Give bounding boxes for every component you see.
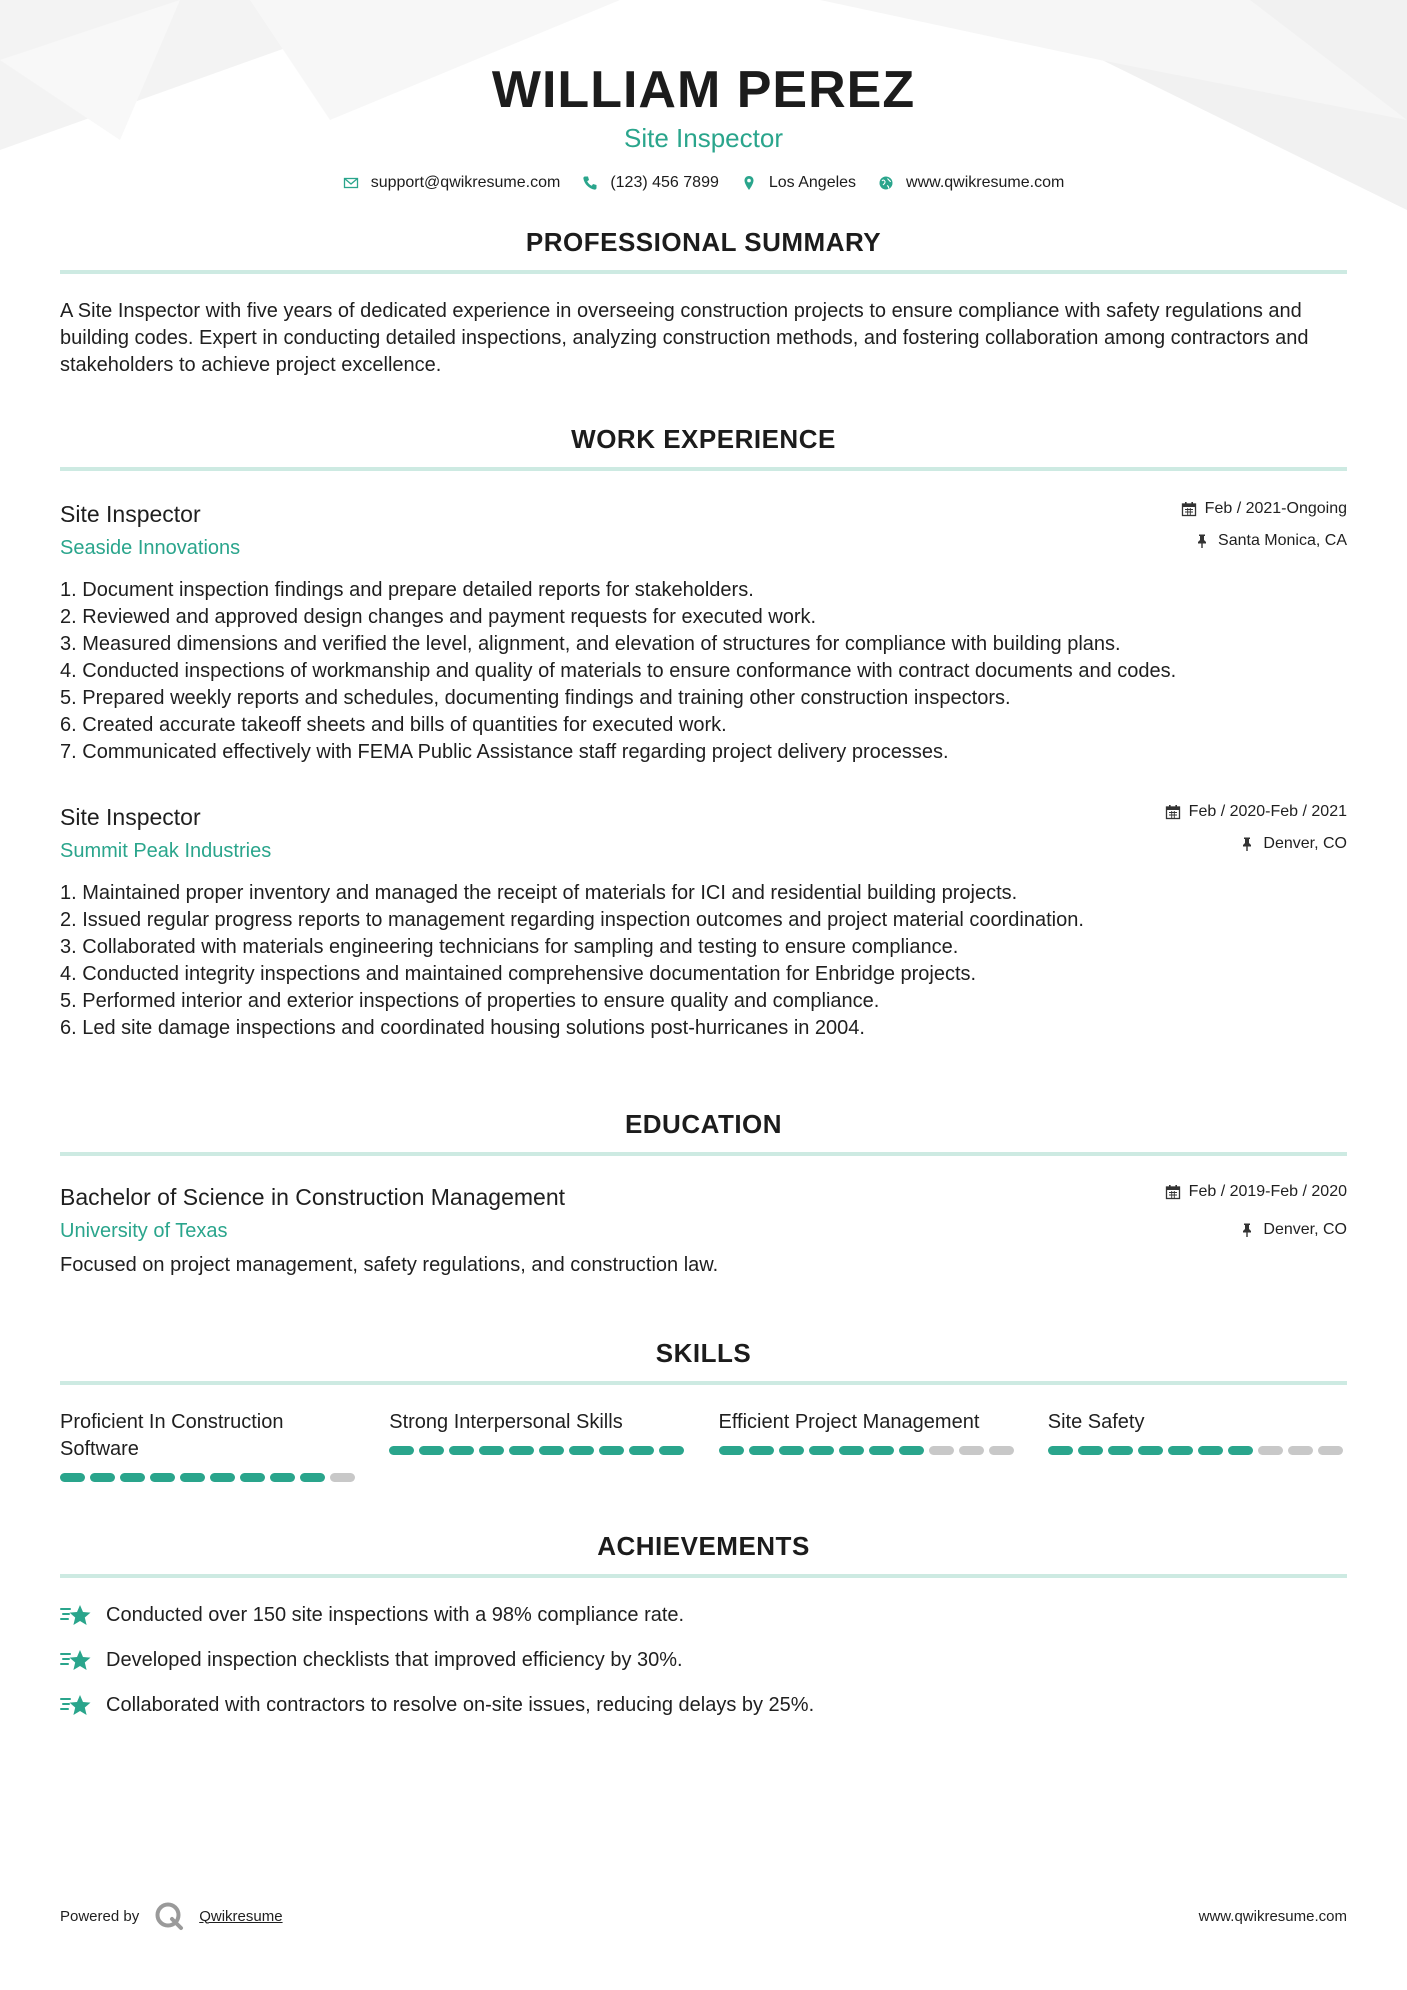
skill-segment-empty bbox=[1318, 1446, 1343, 1455]
job-duties-list bbox=[60, 577, 1347, 766]
skill-segment-filled bbox=[270, 1473, 295, 1482]
list-item: Issued regular progress reports to management regarding inspection outcomes and project material coordination. bbox=[82, 909, 1084, 931]
skill-segment-filled bbox=[389, 1446, 414, 1455]
list-item: Reviewed and approved design changes and payment requests for executed work. bbox=[82, 606, 817, 628]
skill-segment-empty bbox=[330, 1473, 355, 1482]
skill-segment-filled bbox=[569, 1446, 594, 1455]
skill-name: Site Safety bbox=[1047, 1411, 1145, 1433]
contact-location bbox=[741, 174, 856, 192]
skill-segment-filled bbox=[120, 1473, 145, 1482]
skill-segment-filled bbox=[240, 1473, 265, 1482]
contact-phone[interactable] bbox=[582, 174, 719, 192]
list-item: Created accurate takeoff sheets and bills of quantities for executed work. bbox=[82, 714, 727, 736]
skills-section bbox=[60, 1337, 1347, 1482]
phone-text: (123) 456 7899 bbox=[610, 174, 719, 191]
list-item: Maintained proper inventory and managed the receipt of materials for ICI and residential building projects. bbox=[82, 882, 1018, 904]
job-meta bbox=[1165, 802, 1347, 854]
shooting-star-icon bbox=[60, 1648, 92, 1674]
achievements-heading: ACHIEVEMENTS bbox=[60, 1530, 1347, 1578]
footer bbox=[60, 1900, 1347, 1932]
skill-segment-filled bbox=[419, 1446, 444, 1455]
list-item: Conducted inspections of workmanship and quality of materials to ensure conformance with contract documents and codes. bbox=[82, 660, 1177, 682]
job-entry bbox=[60, 499, 1347, 766]
skill-segment-filled bbox=[1138, 1446, 1163, 1455]
job-location: Denver, CO bbox=[1263, 835, 1347, 852]
job-dates: Feb / 2021-Ongoing bbox=[1204, 500, 1347, 517]
skill-segment-filled bbox=[479, 1446, 504, 1455]
list-item: Measured dimensions and verified the level, alignment, and elevation of structures for compliance with building plans. bbox=[82, 633, 1121, 655]
map-pin-icon bbox=[741, 175, 757, 191]
list-item: Collaborated with materials engineering technicians for sampling and testing to ensure compliance. bbox=[82, 936, 959, 958]
job-entry bbox=[60, 802, 1347, 1042]
skill-segment-empty bbox=[989, 1446, 1014, 1455]
skill-segment-filled bbox=[210, 1473, 235, 1482]
list-item: Performed interior and exterior inspections of properties to ensure quality and compliance. bbox=[82, 990, 880, 1012]
summary-text: A Site Inspector with five years of dedicated experience in overseeing construction projects to ensure compliance with safety regulations and building codes. Expert in conducting detailed inspections, analyzing construction methods, and fostering collaboration among contractors and stakeholders to achieve project excellence. bbox=[60, 300, 1309, 376]
skill-segment-filled bbox=[869, 1446, 894, 1455]
globe-icon bbox=[878, 175, 894, 191]
skill-segment-filled bbox=[449, 1446, 474, 1455]
education-description: Focused on project management, safety regulations, and construction law. bbox=[60, 1254, 719, 1276]
experience-section bbox=[60, 423, 1347, 1042]
contact-email[interactable] bbox=[343, 174, 561, 192]
envelope-icon bbox=[343, 175, 359, 191]
brand-link[interactable]: Qwikresume bbox=[199, 1907, 283, 1925]
achievement-text: Collaborated with contractors to resolve on-site issues, reducing delays by 25%. bbox=[106, 1694, 815, 1716]
education-location: Denver, CO bbox=[1263, 1221, 1347, 1238]
list-item: Communicated effectively with FEMA Public Assistance staff regarding project delivery processes. bbox=[82, 741, 949, 763]
list-item bbox=[60, 1692, 1347, 1719]
achievements-section bbox=[60, 1530, 1347, 1719]
education-meta bbox=[1165, 1182, 1347, 1240]
skill-segment-filled bbox=[1048, 1446, 1073, 1455]
skill-segment-filled bbox=[60, 1473, 85, 1482]
job-duties-list bbox=[60, 880, 1347, 1042]
skill-segment-filled bbox=[719, 1446, 744, 1455]
skill-segment-filled bbox=[779, 1446, 804, 1455]
job-title: Site Inspector bbox=[60, 501, 201, 527]
list-item: Prepared weekly reports and schedules, documenting findings and training other construction inspectors. bbox=[82, 687, 1011, 709]
summary-section bbox=[60, 226, 1347, 379]
powered-by bbox=[60, 1900, 283, 1932]
skill-segment-filled bbox=[599, 1446, 624, 1455]
skill-segment-filled bbox=[509, 1446, 534, 1455]
skill-segment-filled bbox=[300, 1473, 325, 1482]
job-title: Site Inspector bbox=[60, 804, 201, 830]
candidate-name: WILLIAM PEREZ bbox=[491, 61, 916, 119]
skill-segment-filled bbox=[1228, 1446, 1253, 1455]
calendar-icon bbox=[1165, 804, 1181, 820]
education-entry bbox=[60, 1182, 1347, 1279]
skills-heading: SKILLS bbox=[60, 1337, 1347, 1385]
phone-icon bbox=[582, 175, 598, 191]
skill-segment-filled bbox=[90, 1473, 115, 1482]
achievement-text: Developed inspection checklists that improved efficiency by 30%. bbox=[106, 1649, 683, 1671]
experience-heading: WORK EXPERIENCE bbox=[60, 423, 1347, 471]
website-text: www.qwikresume.com bbox=[906, 174, 1065, 191]
list-item bbox=[60, 1602, 1347, 1629]
skill-item bbox=[389, 1409, 688, 1482]
education-section bbox=[60, 1108, 1347, 1279]
pushpin-icon bbox=[1239, 1222, 1255, 1238]
calendar-icon bbox=[1181, 501, 1197, 517]
shooting-star-icon bbox=[60, 1693, 92, 1719]
summary-heading: PROFESSIONAL SUMMARY bbox=[60, 226, 1347, 274]
skill-segment-filled bbox=[839, 1446, 864, 1455]
skill-segment-filled bbox=[1198, 1446, 1223, 1455]
skill-segment-filled bbox=[180, 1473, 205, 1482]
list-item: Document inspection findings and prepare detailed reports for stakeholders. bbox=[82, 579, 754, 601]
skill-segment-filled bbox=[150, 1473, 175, 1482]
achievements-list bbox=[60, 1602, 1347, 1719]
skill-name: Efficient Project Management bbox=[718, 1411, 980, 1433]
skill-segment-filled bbox=[659, 1446, 684, 1455]
company-name: Summit Peak Industries bbox=[60, 840, 272, 862]
degree-title: Bachelor of Science in Construction Management bbox=[60, 1184, 566, 1210]
job-dates: Feb / 2020-Feb / 2021 bbox=[1188, 803, 1347, 820]
pushpin-icon bbox=[1194, 533, 1210, 549]
calendar-icon bbox=[1165, 1184, 1181, 1200]
skill-segment-filled bbox=[539, 1446, 564, 1455]
skill-segment-filled bbox=[629, 1446, 654, 1455]
skill-segment-filled bbox=[1108, 1446, 1133, 1455]
skill-item bbox=[719, 1409, 1018, 1482]
skills-grid bbox=[60, 1409, 1347, 1482]
skill-name: Strong Interpersonal Skills bbox=[389, 1411, 623, 1433]
list-item: Led site damage inspections and coordinated housing solutions post-hurricanes in 2004. bbox=[82, 1017, 865, 1039]
email-text: support@qwikresume.com bbox=[370, 174, 561, 191]
education-heading: EDUCATION bbox=[60, 1108, 1347, 1156]
skill-segment-filled bbox=[1078, 1446, 1103, 1455]
skill-level-bar bbox=[719, 1446, 1018, 1455]
skill-level-bar bbox=[1048, 1446, 1347, 1455]
job-location: Santa Monica, CA bbox=[1218, 532, 1347, 549]
skill-segment-filled bbox=[899, 1446, 924, 1455]
pushpin-icon bbox=[1239, 836, 1255, 852]
qwikresume-logo-icon bbox=[153, 1900, 185, 1932]
skill-segment-empty bbox=[959, 1446, 984, 1455]
skill-item bbox=[1048, 1409, 1347, 1482]
list-item: Conducted integrity inspections and maintained comprehensive documentation for Enbridge projects. bbox=[82, 963, 977, 985]
footer-website-link[interactable]: www.qwikresume.com bbox=[1198, 1907, 1347, 1925]
skill-segment-empty bbox=[929, 1446, 954, 1455]
company-name: Seaside Innovations bbox=[60, 537, 241, 559]
job-meta bbox=[1181, 499, 1347, 551]
achievement-text: Conducted over 150 site inspections with a 98% compliance rate. bbox=[106, 1604, 685, 1626]
location-text: Los Angeles bbox=[768, 174, 857, 191]
contact-bar bbox=[60, 174, 1347, 192]
skill-level-bar bbox=[389, 1446, 688, 1455]
skill-segment-filled bbox=[809, 1446, 834, 1455]
skill-name: Proficient In Construction Software bbox=[60, 1411, 284, 1460]
skill-item bbox=[60, 1409, 359, 1482]
school-name: University of Texas bbox=[60, 1220, 228, 1242]
skill-segment-empty bbox=[1288, 1446, 1313, 1455]
shooting-star-icon bbox=[60, 1603, 92, 1629]
contact-website[interactable] bbox=[878, 174, 1064, 192]
skill-level-bar bbox=[60, 1473, 359, 1482]
candidate-title: Site Inspector bbox=[624, 123, 783, 153]
resume-header bbox=[60, 0, 1347, 192]
education-dates: Feb / 2019-Feb / 2020 bbox=[1188, 1183, 1347, 1200]
skill-segment-empty bbox=[1258, 1446, 1283, 1455]
skill-segment-filled bbox=[1168, 1446, 1193, 1455]
powered-by-label: Powered by bbox=[60, 1907, 140, 1925]
list-item bbox=[60, 1647, 1347, 1674]
skill-segment-filled bbox=[749, 1446, 774, 1455]
